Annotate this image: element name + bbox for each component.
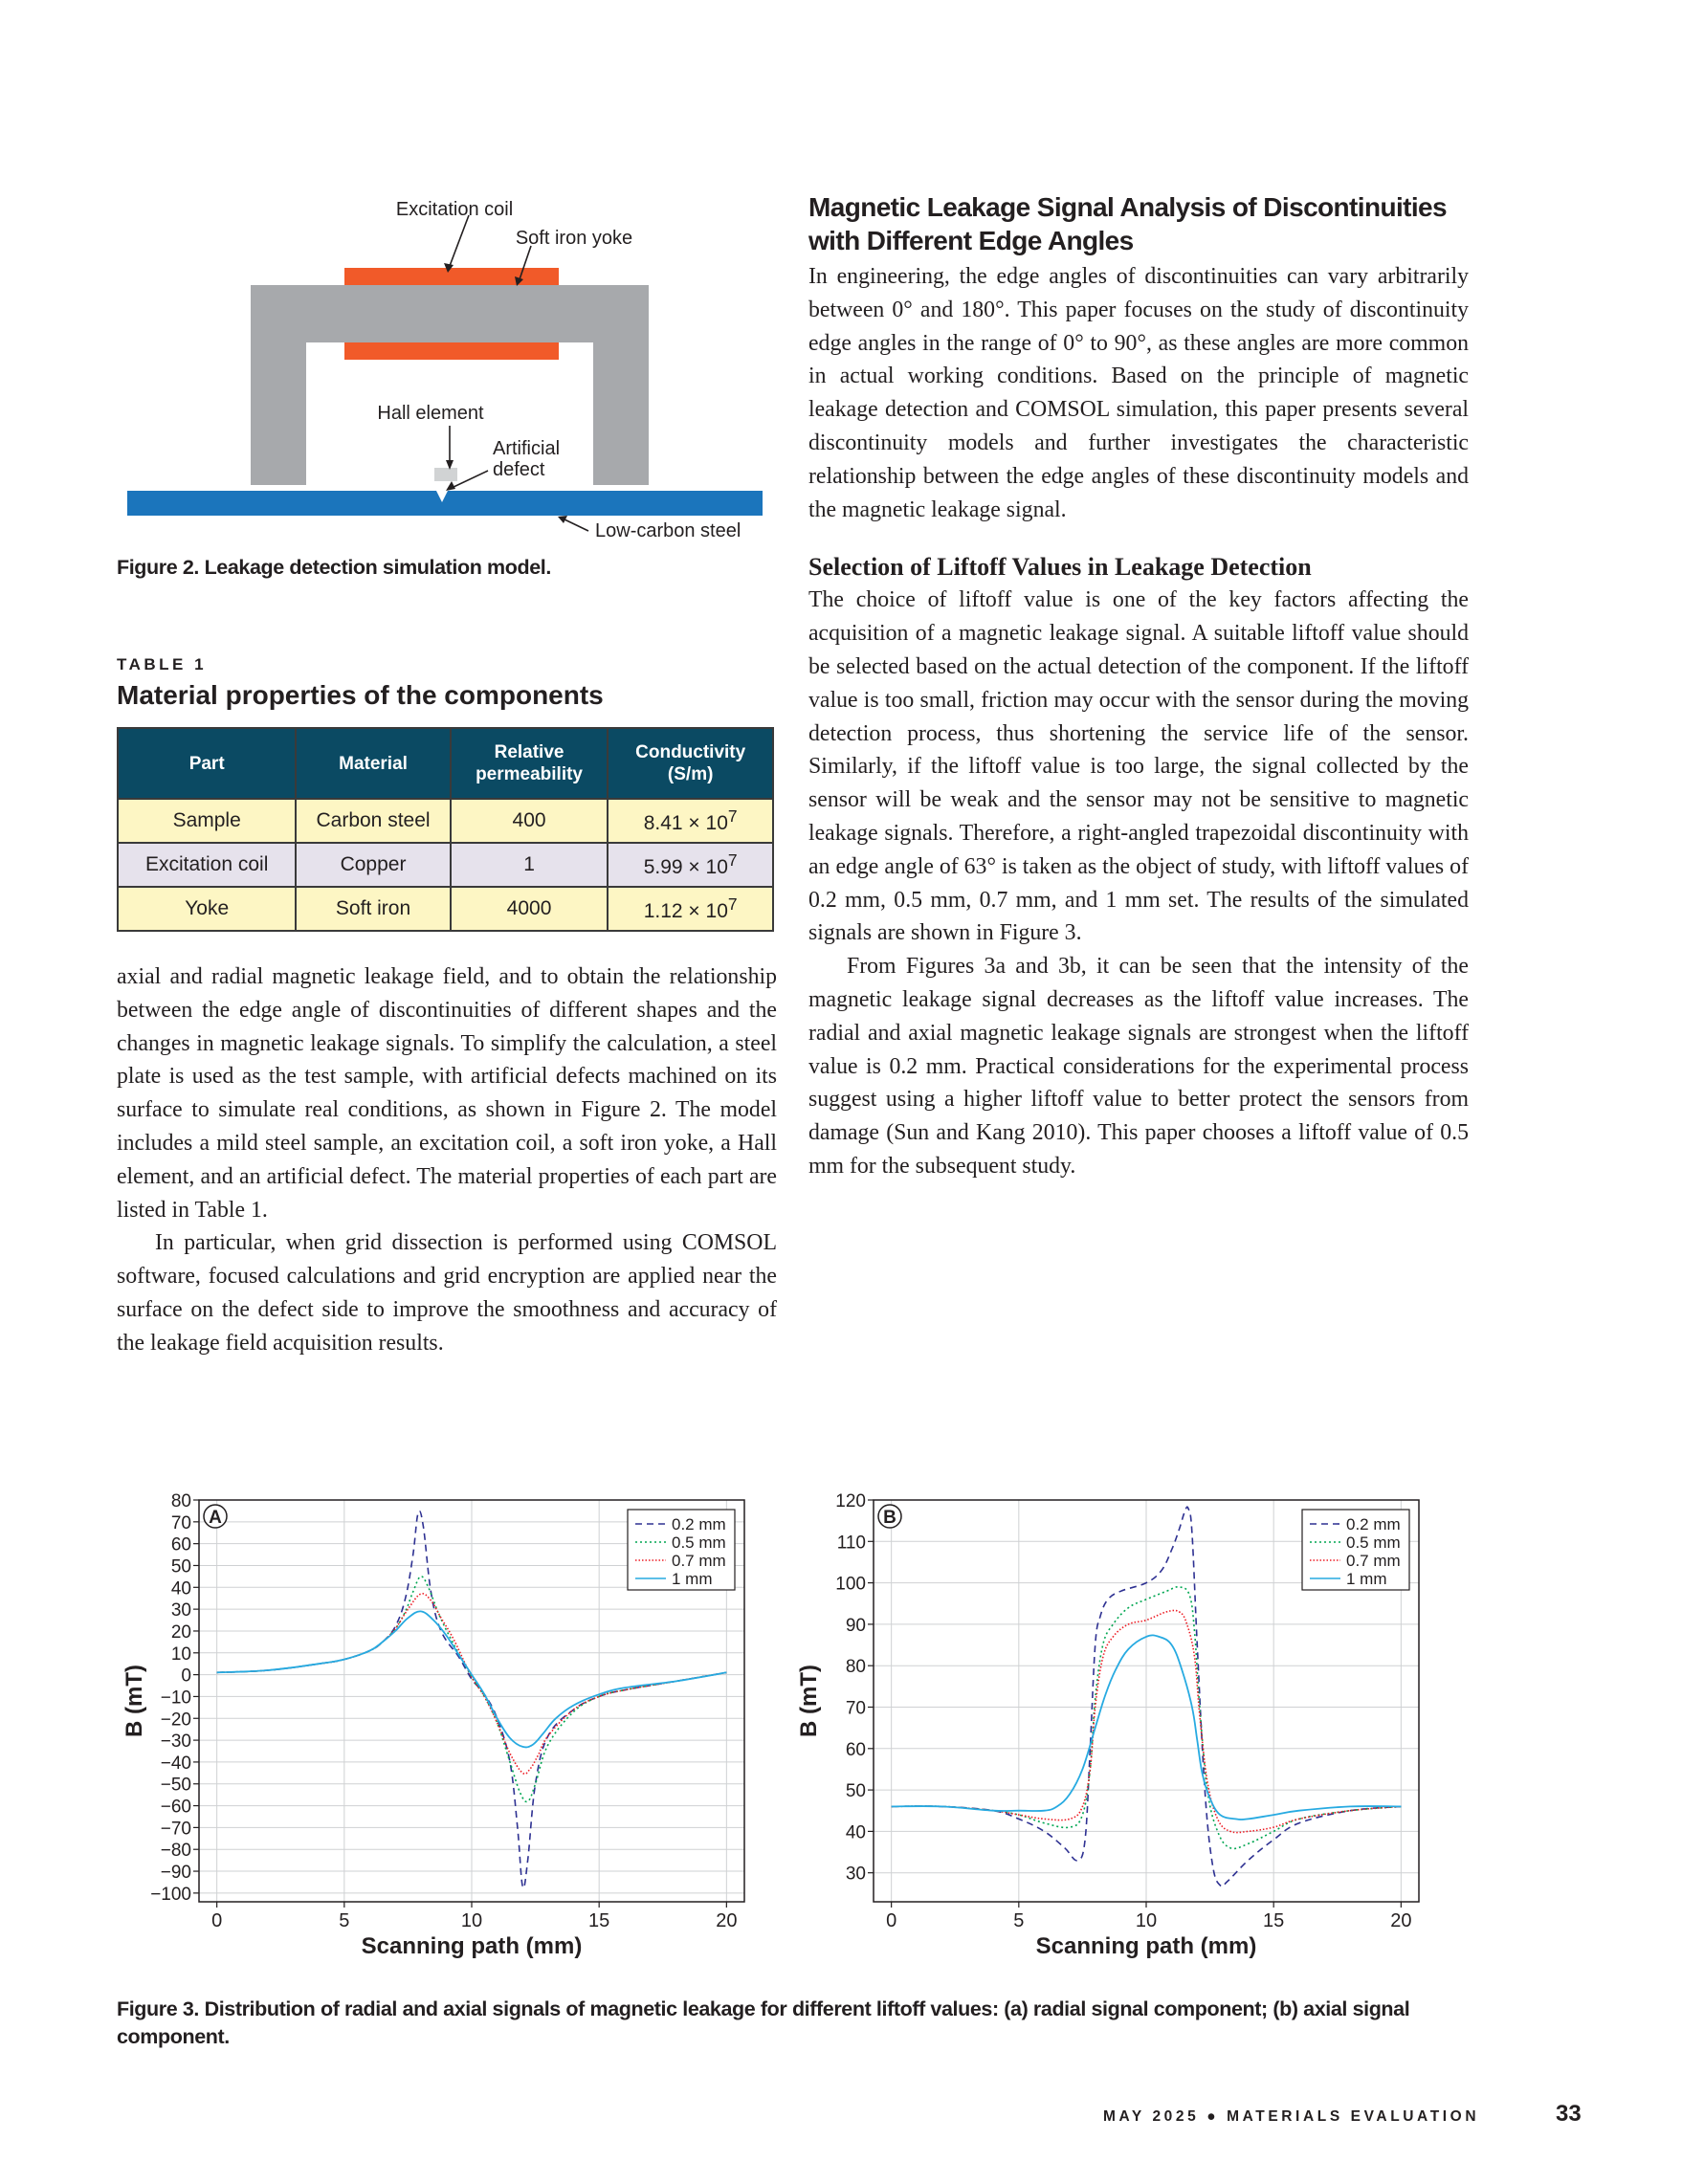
y-axis-label: B (mT) <box>796 1665 822 1737</box>
cell-part: Sample <box>118 799 296 843</box>
chart-b-axial-signal <box>789 1492 1430 1980</box>
x-tick-label: 15 <box>1263 1910 1285 1931</box>
y-tick-label: 120 <box>835 1492 866 1511</box>
label-excitation-coil: Excitation coil <box>395 199 514 220</box>
table-1-title: Material properties of the components <box>117 680 604 710</box>
y-tick-label: −30 <box>160 1732 191 1753</box>
cell-material: Soft iron <box>296 887 450 931</box>
figure-3-caption: Figure 3. Distribution of radial and axial signals of magnetic leakage for different liftoff values: (a) radial signal component; (b) axial signal component. <box>117 1997 1410 2048</box>
right-paragraph-1: In engineering, the edge angles of discontinuities can vary arbitrarily between 0° and 180°. This paper focuses on the study of discontinuity edge angles in the range of 0° to 90°, as these angles are more common in actual working conditions. Based on the principle of magnetic leakage detection and COMSOL simulation, this paper presents several discontinuity models and further investigates the characteristic relationship between the edge angles of these discontinuity models and the magnetic leakage signal. <box>808 264 1469 522</box>
header-part: Part <box>118 728 296 799</box>
legend-entry: 0.7 mm <box>672 1552 726 1570</box>
cell-permeability: 4000 <box>451 887 609 931</box>
section-heading: Magnetic Leakage Signal Analysis of Discontinuities with Different Edge Angles <box>808 192 1447 255</box>
y-tick-label: 100 <box>835 1574 866 1595</box>
y-tick-label: 20 <box>170 1621 191 1643</box>
y-tick-label: −50 <box>160 1775 191 1796</box>
cell-permeability: 1 <box>451 843 609 887</box>
legend-entry: 1 mm <box>672 1570 713 1588</box>
y-tick-label: 0 <box>181 1666 191 1687</box>
x-axis-label: Scanning path (mm) <box>361 1933 583 1959</box>
y-tick-label: 80 <box>845 1657 866 1678</box>
legend-entry: 1 mm <box>1346 1570 1387 1588</box>
excitation-coil-top <box>344 268 559 285</box>
table-row <box>118 843 773 887</box>
y-tick-label: 90 <box>845 1615 866 1636</box>
cell-conductivity: $5.99 \times 10^7$ <box>608 843 773 887</box>
y-tick-label: 110 <box>836 1533 866 1554</box>
y-axis-label: B (mT) <box>122 1665 147 1737</box>
y-tick-label: −100 <box>150 1884 191 1905</box>
x-tick-label: 5 <box>339 1910 350 1931</box>
header-conductivity: Conductivity (S/m) <box>608 728 773 799</box>
x-tick-label: 20 <box>1390 1910 1412 1931</box>
y-tick-label: 60 <box>845 1739 866 1760</box>
material-properties-table <box>117 727 774 932</box>
figure-2-diagram <box>115 187 775 550</box>
y-tick-label: 70 <box>845 1698 866 1719</box>
cell-conductivity: $1.12 \times 10^7$ <box>608 887 773 931</box>
cell-part: Excitation coil <box>118 843 296 887</box>
figure-2-caption: Figure 2. Leakage detection simulation model. <box>117 556 551 579</box>
x-tick-label: 0 <box>211 1910 223 1931</box>
x-tick-label: 20 <box>716 1910 738 1931</box>
cell-material: Carbon steel <box>296 799 450 843</box>
chart-a-radial-signal <box>115 1492 756 1980</box>
left-paragraph-2: In particular, when grid dissection is performed using COMSOL software, focused calculations and grid encryption are applied near the surface on the defect side to improve the smoothness and accuracy of the leakage field acquisition results. <box>117 1230 777 1356</box>
hall-element <box>434 468 457 481</box>
y-tick-label: −40 <box>160 1753 191 1774</box>
panel-label-text: B <box>883 1508 896 1528</box>
y-tick-label: 40 <box>845 1822 866 1843</box>
y-tick-label: 30 <box>170 1600 191 1621</box>
cell-permeability: 400 <box>451 799 609 843</box>
x-axis-label: Scanning path (mm) <box>1035 1933 1257 1959</box>
y-tick-label: −60 <box>160 1797 191 1818</box>
y-tick-label: 50 <box>845 1781 866 1802</box>
left-paragraph-1: axial and radial magnetic leakage field, and to obtain the relationship between the edge angle of discontinuities of different shapes and the changes in magnetic leakage signals. To simplify the calculation, a steel plate is used as the test sample, with artificial defects machined on its surface to simulate real conditions, as shown in Figure 2. The model includes a mild steel sample, an excitation coil, a soft iron yoke, a Hall element, and an artificial defect. The material properties of each part are listed in Table 1. <box>117 964 777 1223</box>
label-low-carbon-steel: Low-carbon steel <box>595 520 741 541</box>
table-1-kicker: TABLE 1 <box>117 655 208 673</box>
right-paragraph-2: The choice of liftoff value is one of the key factors affecting the acquisition of a magnetic leakage signal. A suitable liftoff value should be selected based on the actual detection of the component. If the liftoff value is too small, friction may occur with the sensor during the moving detection process, thus shortening the service life of the sensor. Similarly, if the liftoff value is too large, the signal collected by the sensor will be weak and the sensor may not be sensitive to magnetic leakage signals. Therefore, a right-angled trapezoidal discontinuity with an edge angle of 63° is taken as the object of study, with liftoff values of 0.2 mm, 0.5 mm, 0.7 mm, and 1 mm set. The results of the simulated signals are shown in Figure 3. <box>808 587 1469 946</box>
cell-conductivity: $8.41 \times 10^7$ <box>608 799 773 843</box>
y-tick-label: −80 <box>160 1841 191 1862</box>
page-number: 33 <box>1556 2101 1582 2127</box>
left-column-text <box>117 960 777 1360</box>
header-relative-permeability: Relative permeability <box>451 728 609 799</box>
footer-issue: MAY 2025 ● MATERIALS EVALUATION <box>1103 2108 1480 2125</box>
label-artificial-defect-line2: defect <box>493 459 545 480</box>
subsection-heading: Selection of Liftoff Values in Leakage Detection <box>808 553 1312 582</box>
right-paragraph-3: From Figures 3a and 3b, it can be seen that the intensity of the magnetic leakage signal decreases as the liftoff value increases. The radial and axial magnetic leakage signals are strongest when the liftoff value is 0.2 mm. Practical considerations for the experimental process suggest using a higher liftoff value to better protect the sensors from damage (Sun and Kang 2010). This paper chooses a liftoff value of 0.5 mm for the subsequent study. <box>808 954 1469 1179</box>
y-tick-label: 10 <box>170 1644 191 1665</box>
table-header-row <box>118 728 773 799</box>
y-tick-label: 60 <box>170 1534 191 1555</box>
chart-legend <box>1302 1510 1409 1590</box>
y-tick-label: −10 <box>160 1688 191 1709</box>
legend-entry: 0.5 mm <box>672 1533 726 1552</box>
x-tick-label: 5 <box>1013 1910 1025 1931</box>
y-tick-label: −90 <box>160 1863 191 1884</box>
header-material: Material <box>296 728 450 799</box>
y-tick-label: 70 <box>170 1512 191 1533</box>
label-soft-iron-yoke: Soft iron yoke <box>515 228 633 249</box>
x-tick-label: 0 <box>886 1910 897 1931</box>
legend-entry: 0.5 mm <box>1346 1533 1401 1552</box>
panel-label-text: A <box>209 1508 222 1528</box>
legend-entry: 0.2 mm <box>672 1515 726 1533</box>
excitation-coil-bottom <box>344 342 559 360</box>
table-row <box>118 887 773 931</box>
x-tick-label: 15 <box>588 1910 610 1931</box>
right-column <box>808 190 1469 1183</box>
x-tick-label: 10 <box>460 1910 483 1931</box>
y-tick-label: 40 <box>170 1578 191 1599</box>
chart-legend <box>628 1510 735 1590</box>
panel-label <box>878 1505 901 1528</box>
y-tick-label: 80 <box>170 1492 191 1511</box>
y-tick-label: −70 <box>160 1819 191 1840</box>
cell-part: Yoke <box>118 887 296 931</box>
legend-entry: 0.7 mm <box>1346 1552 1401 1570</box>
legend-entry: 0.2 mm <box>1346 1515 1401 1533</box>
x-tick-label: 10 <box>1135 1910 1158 1931</box>
y-tick-label: 30 <box>845 1864 866 1885</box>
y-tick-label: 50 <box>170 1556 191 1577</box>
label-hall-element: Hall element <box>377 403 484 424</box>
cell-material: Copper <box>296 843 450 887</box>
table-row <box>118 799 773 843</box>
y-tick-label: −20 <box>160 1710 191 1731</box>
panel-label <box>204 1505 227 1528</box>
label-artificial-defect-line1: Artificial <box>493 438 561 459</box>
